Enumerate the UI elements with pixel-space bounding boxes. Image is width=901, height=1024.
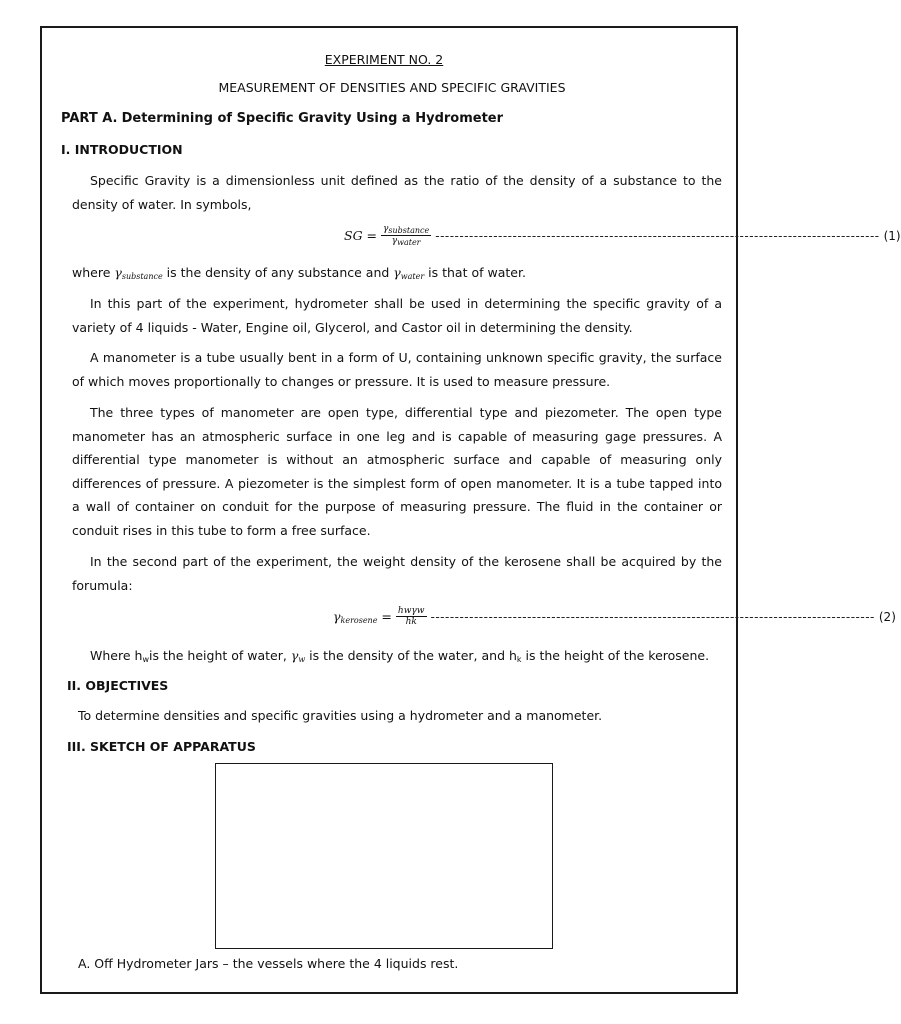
apparatus-heading: III. SKETCH OF APPARATUS	[67, 739, 256, 754]
document-title: MEASUREMENT OF DENSITIES AND SPECIFIC GRAVITIES	[218, 80, 566, 95]
apparatus-caption: A. Off Hydrometer Jars – the vessels where the 4 liquids rest.	[78, 956, 459, 971]
objectives-heading: II. OBJECTIVES	[67, 678, 169, 693]
apparatus-sketch-box	[215, 763, 553, 949]
eq1-leader: --------------------------------------------------------------------------------------------	[435, 228, 880, 243]
where-line: where $\gamma_{substance}$ is the density of any substance and $\gamma_{water}$ is that of water.	[72, 265, 526, 281]
objectives-text: To determine densities and specific gravities using a hydrometer and a manometer.	[78, 708, 603, 723]
intro-paragraph-3: A manometer is a tube usually bent in a form of U, containing unknown specific gravity, the surface of which moves proportionally to changes or pressure. It is used to measure pressure.	[72, 350, 722, 389]
intro-paragraph-6: Where $h_wis$ the height of water, $\gamma_w$ is the density of the water, and $h_k$ is the height of the kerosene.	[90, 648, 710, 664]
intro-paragraph-5: In the second part of the experiment, the weight density of the kerosene shall be acquired by the forumula:	[72, 554, 722, 593]
intro-paragraph-2: In this part of the experiment, hydrometer shall be used in determining the specific gravity of a variety of 4 liquids - Water, Engine oil, Glycerol, and Castor oil in determining the density.	[72, 296, 722, 335]
eq1-label: (1)	[883, 228, 901, 243]
intro-paragraph-4: The three types of manometer are open type, differential type and piezometer. The open type manometer has an atmospheric surface in one leg and is capable of measuring gage pressures. A differential type manometer is without an atmospheric surface and capable of measuring only differences of pressure. A piezometer is the simplest form of open manometer. It is a tube tapped into a wall of container on conduit for the purpose of measuring pressure. The fluid in the container or conduit rises in this tube to form a free surface.	[72, 405, 722, 538]
eq2-lhs: $\gamma_{kerosene}$ =	[333, 608, 392, 625]
equation-1	[344, 224, 901, 247]
intro-paragraph-1: Specific Gravity is a dimensionless unit defined as the ratio of the density of a substance to the density of water. In symbols,	[72, 173, 722, 212]
experiment-number: EXPERIMENT NO. 2	[324, 52, 444, 67]
equation-2	[333, 606, 896, 627]
introduction-heading: I. INTRODUCTION	[61, 142, 183, 157]
eq1-fraction: $\frac{\gamma_{substance}}{\gamma_{water}}$	[383, 224, 430, 247]
eq1-lhs: SG =	[344, 228, 377, 243]
eq2-fraction: $\frac{\text{hwγw}}{hk}$	[397, 606, 425, 627]
eq2-leader: --------------------------------------------------------------------------------------------	[430, 609, 875, 624]
part-a-heading: PART A. Determining of Specific Gravity Using a Hydrometer	[61, 111, 504, 126]
eq2-label: (2)	[878, 609, 896, 624]
